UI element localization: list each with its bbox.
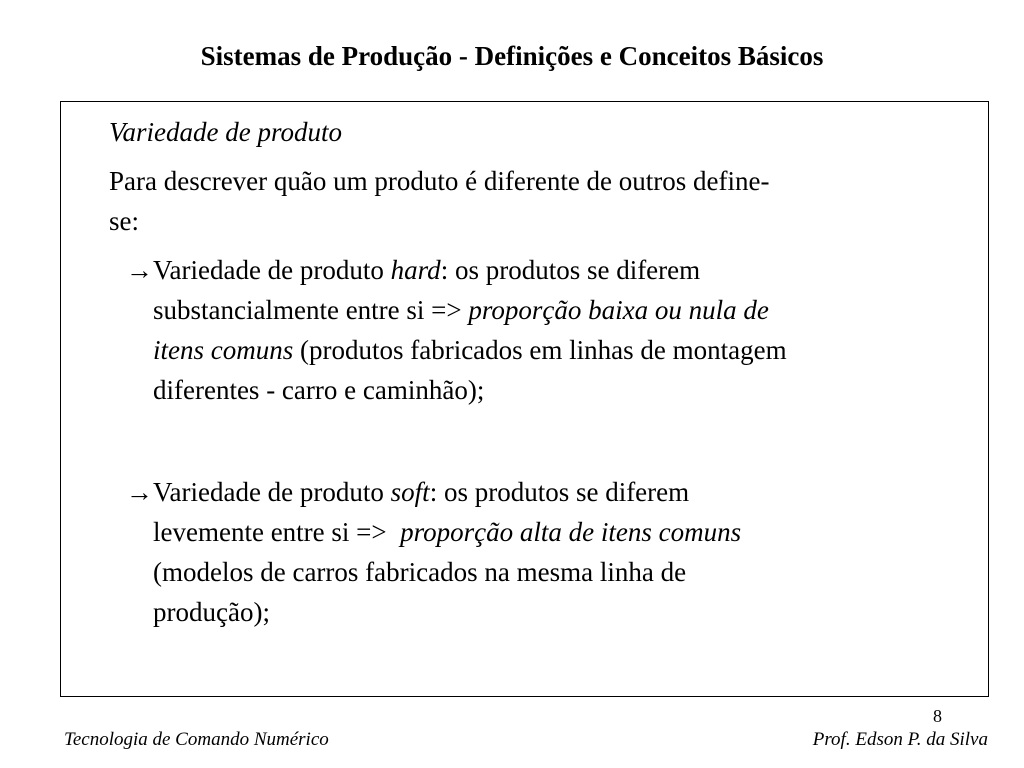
content-box — [60, 101, 989, 697]
bullet-hard-line-2-plain: substancialmente entre si => — [153, 295, 469, 325]
footer-author: Prof. Edson P. da Silva — [812, 729, 988, 750]
page-number: 8 — [933, 706, 942, 726]
intro-line-2: se: — [109, 206, 139, 236]
slide-title: Sistemas de Produção - Definições e Conceitos Básicos — [200, 41, 824, 71]
bullet-hard-line-1-suffix: : os produtos se diferem — [440, 255, 701, 285]
bullet-hard-term: hard — [390, 255, 441, 285]
bullet-soft-line-3: (modelos de carros fabricados na mesma linha de — [153, 557, 687, 587]
bullet-hard — [126, 250, 968, 410]
bullet-soft-line-1-suffix: : os produtos se diferem — [429, 477, 690, 507]
right-arrow-icon: → — [126, 477, 153, 507]
bullet-hard-line-2 — [153, 290, 968, 330]
bullet-hard-line-3-plain: (produtos fabricados em linhas de montagem — [293, 335, 787, 365]
footer-course-name: Tecnologia de Comando Numérico — [64, 729, 329, 750]
bullet-soft-line-1-prefix: Variedade de produto — [153, 477, 391, 507]
bullet-hard-line-3-italic: itens comuns — [153, 335, 294, 365]
bullet-hard-line-1-prefix: Variedade de produto — [153, 255, 391, 285]
bullet-hard-line-2-italic: proporção baixa ou nula de — [468, 295, 769, 325]
bullet-soft-line-1 — [153, 472, 968, 512]
section-heading: Variedade de produto — [109, 117, 342, 147]
bullet-hard-line-1 — [153, 250, 968, 290]
bullet-soft-term: soft — [390, 477, 430, 507]
bullet-hard-line-4: diferentes - carro e caminhão); — [153, 375, 485, 405]
bullet-soft-line-2-italic: proporção alta de itens comuns — [400, 517, 742, 547]
intro-paragraph — [109, 161, 959, 241]
bullet-soft — [126, 472, 968, 632]
intro-line-1: Para descrever quão um produto é diferente de outros define- — [109, 166, 770, 196]
bullet-soft-line-2-plain: levemente entre si => — [153, 517, 401, 547]
bullet-soft-line-2 — [153, 512, 968, 552]
right-arrow-icon: → — [126, 255, 153, 285]
bullet-hard-line-3 — [153, 330, 968, 370]
bullet-soft-line-4: produção); — [153, 597, 270, 627]
